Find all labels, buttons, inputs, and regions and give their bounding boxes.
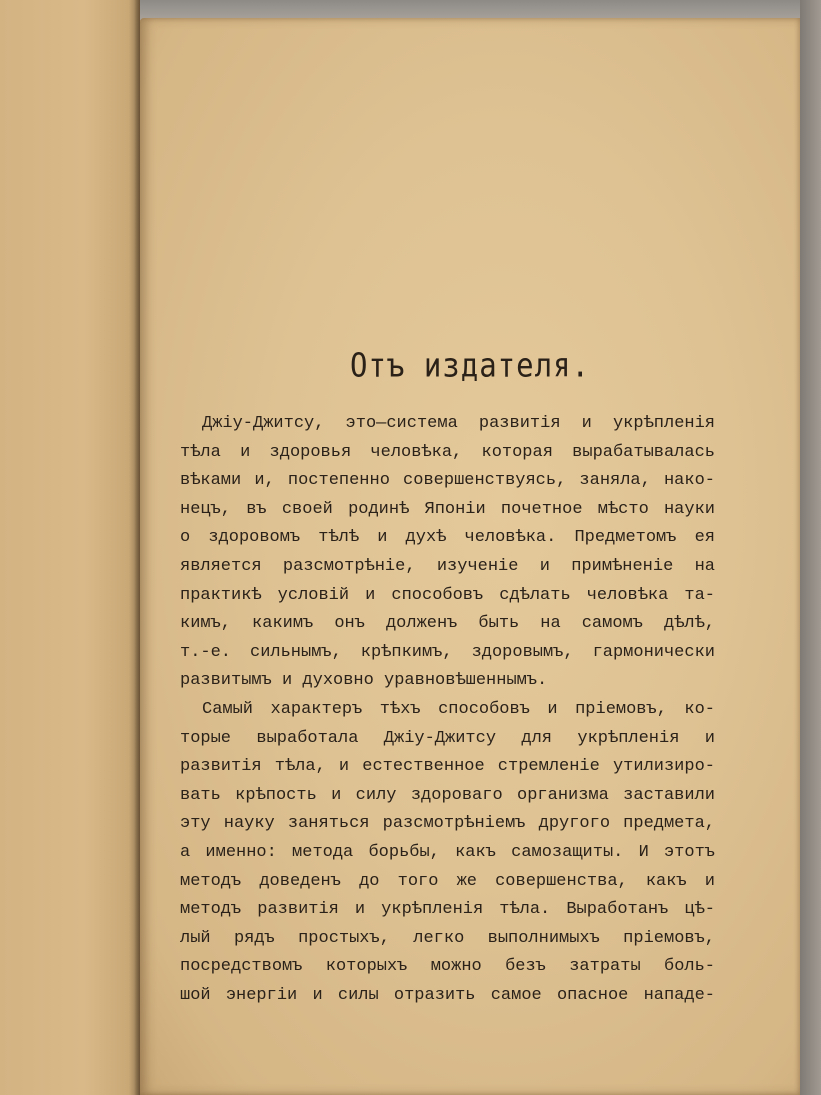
text-line: вать крѣпость и силу здороваго организма заставили [180, 785, 715, 805]
text-line: является разсмотрѣнiе, изученiе и примѣненiе на [180, 556, 715, 576]
text-line: кимъ, какимъ онъ долженъ быть на самомъ дѣлѣ, [180, 614, 715, 634]
text-line: методъ доведенъ до того же совершенства, какъ и [180, 871, 715, 891]
text-line: развитiя тѣла, и естественное стремленiе утилизиро- [180, 757, 715, 777]
text-line: тѣла и здоровья человѣка, которая вырабатывалась [180, 442, 715, 462]
text-line: о здоровомъ тѣлѣ и духѣ человѣка. Предметомъ ея [180, 528, 715, 548]
left-page [0, 0, 140, 1095]
text-line: посредствомъ которыхъ можно безъ затраты боль- [180, 957, 715, 977]
body-text [180, 410, 715, 1010]
background-top [140, 0, 821, 20]
text-line: практикѣ условiй и способовъ сдѣлать человѣка та- [180, 585, 715, 605]
book-page [140, 18, 800, 1095]
text-line: а именно: метода борьбы, какъ самозащиты. И этотъ [180, 842, 715, 862]
text-line: развитымъ и духовно уравновѣшеннымъ. [180, 671, 548, 691]
text-line: вѣками и, постепенно совершенствуясь, заняла, нако- [180, 471, 715, 491]
text-line: Самый характеръ тѣхъ способовъ и прiемовъ, ко- [202, 699, 715, 719]
text-line: торые выработала Джiу-Джитсу для укрѣпленiя и [180, 728, 715, 748]
text-line: шой энергiи и силы отразить самое опасное нападе- [180, 985, 715, 1005]
text-line: методъ развитiя и укрѣпленiя тѣла. Выработанъ цѣ- [180, 900, 715, 920]
text-line: эту науку заняться разсмотрѣнiемъ другого предмета, [180, 814, 715, 834]
text-line: Джiу-Джитсу, это—система развитiя и укрѣпленiя [202, 414, 715, 433]
text-line: т.-е. сильнымъ, крѣпкимъ, здоровымъ, гармонически [180, 642, 715, 662]
background-right [800, 0, 821, 1095]
text-line: нецъ, въ своей родинѣ Японiи почетное мѣсто науки [180, 499, 715, 519]
page-heading: Отъ издателя. [350, 345, 590, 385]
text-line: лый рядъ простыхъ, легко выполнимыхъ прiемовъ, [180, 928, 715, 948]
